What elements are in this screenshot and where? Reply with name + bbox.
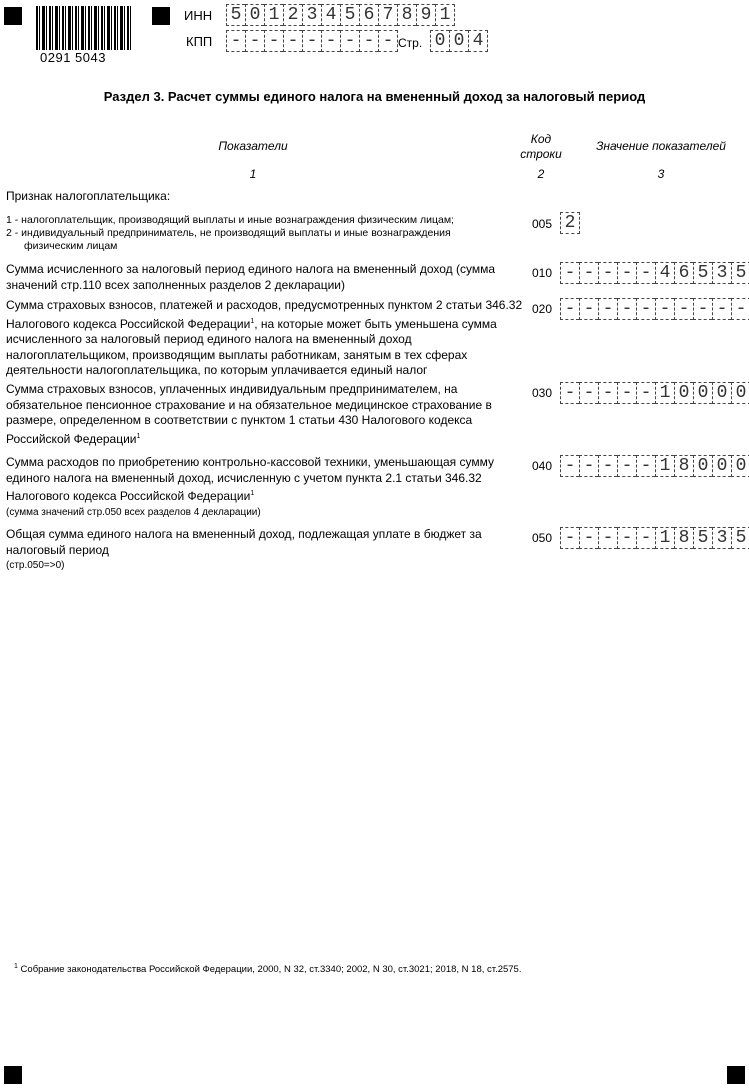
- col-num-3: 3: [657, 167, 665, 181]
- row-code-030: 030: [532, 386, 553, 400]
- row-040-cell: -: [579, 455, 598, 477]
- row-030-cell: 0: [674, 382, 693, 404]
- row-030-cell: -: [636, 382, 655, 404]
- col-code-header-line1: Код: [530, 132, 552, 146]
- row-040-line3: Налогового кодекса Российской Федерации$^1$: [6, 489, 255, 503]
- row-020-cell: -: [617, 298, 636, 320]
- inn-label: ИНН: [184, 8, 213, 23]
- inn-cell: 2: [283, 4, 302, 26]
- row-010-cell: -: [579, 262, 598, 284]
- section-title: Раздел 3. Расчет суммы единого налога на вмененный доход за налоговый период: [103, 89, 646, 104]
- row-020-cell: -: [598, 298, 617, 320]
- kpp-cell: -: [321, 30, 340, 52]
- row-code-050: 050: [532, 531, 553, 545]
- row-005-cell: 2: [560, 212, 580, 234]
- row-040-cell: 0: [693, 455, 712, 477]
- page-cell: 0: [449, 30, 468, 52]
- row-010-line1: Сумма исчисленного за налоговый период единого налога на вмененный доход (сумма: [6, 262, 495, 276]
- inn-cell: 8: [397, 4, 416, 26]
- inn-cell: 6: [359, 4, 378, 26]
- row-030-cell: -: [560, 382, 579, 404]
- kpp-cell: -: [245, 30, 264, 52]
- row-050-line1: Общая сумма единого налога на вмененный доход, подлежащая уплате в бюджет за: [6, 527, 482, 541]
- inn-cell: 4: [321, 4, 340, 26]
- corner-marker-top-right: [152, 7, 170, 25]
- kpp-cell: -: [226, 30, 245, 52]
- inn-cell: 9: [416, 4, 435, 26]
- inn-cell: 0: [245, 4, 264, 26]
- footnote: $^1$ Собрание законодательства Российской Федерации, 2000, N 32, ст.3340; 2002, N 30, ст.3021; 2018, N 18, ст.2575.: [14, 963, 522, 976]
- kpp-cell: -: [302, 30, 321, 52]
- row-code-010: 010: [532, 266, 553, 280]
- page-cell: 4: [468, 30, 488, 52]
- col-code-header-line2: строки: [520, 147, 562, 161]
- row-020-line2: Налогового кодекса Российской Федерации$^1$, на которые может быть уменьшена сумма: [6, 316, 497, 331]
- row-040-line4: (сумма значений стр.050 всех разделов 4 декларации): [6, 506, 261, 518]
- row-050-cells: [560, 527, 749, 549]
- row-050-cell: -: [636, 527, 655, 549]
- row-code-020: 020: [532, 302, 553, 316]
- row-030-cell: 0: [731, 382, 749, 404]
- row-020-cell: -: [579, 298, 598, 320]
- row-050-cell: -: [579, 527, 598, 549]
- col-indicators-header: Показатели: [218, 139, 288, 153]
- row-040-line1: Сумма расходов по приобретению контрольно-кассовой техники, уменьшающая сумму: [6, 455, 494, 469]
- row-010-cell: 3: [712, 262, 731, 284]
- row-040-line2: единого налога на вмененный доход, исчисленную с учетом пункта 2.1 статьи 346.32: [6, 470, 482, 485]
- row-040-text: [6, 455, 494, 520]
- row-020-text: [6, 298, 522, 379]
- row-040-cell: 8: [674, 455, 693, 477]
- row-040-cell: -: [617, 455, 636, 477]
- kpp-cell: -: [264, 30, 283, 52]
- sign-option-2-cont: физическим лицам: [24, 240, 118, 252]
- row-030-line3: размере, определенном в соответствии с пунктом 1 статьи 430 Налогового кодекса: [6, 413, 473, 427]
- row-010-cells: [560, 262, 749, 284]
- row-010-line2: значений стр.110 всех заполненных разделов 2 декларации): [6, 277, 345, 292]
- row-050-line2: налоговый период: [6, 542, 109, 557]
- row-040-cell: -: [598, 455, 617, 477]
- inn-cell: 1: [435, 4, 455, 26]
- row-050-text: [6, 527, 482, 574]
- inn-cells: [226, 4, 455, 26]
- row-030-cell: 1: [655, 382, 674, 404]
- row-030-line2: обязательное пенсионное страхование и на обязательное медицинское страхование в: [6, 397, 492, 412]
- row-050-cell: -: [598, 527, 617, 549]
- row-code-005: 005: [532, 217, 553, 231]
- page-label: Стр.: [398, 36, 423, 50]
- inn-cell: 1: [264, 4, 283, 26]
- row-020-line3: исчисленного за налоговый период единого налога на вмененный доход: [6, 332, 412, 346]
- row-050-cell: 5: [731, 527, 749, 549]
- row-050-cell: 3: [712, 527, 731, 549]
- row-010-cell: -: [636, 262, 655, 284]
- row-030-cell: 0: [712, 382, 731, 404]
- row-010-cell: 4: [655, 262, 674, 284]
- col-num-2: 2: [537, 167, 545, 181]
- col-values-header: Значение показателей: [596, 139, 726, 153]
- row-010-cell: -: [617, 262, 636, 284]
- sign-title: Признак налогоплательщика:: [6, 189, 171, 203]
- row-010-text: [6, 262, 495, 293]
- inn-cell: 7: [378, 4, 397, 26]
- row-010-cell: -: [598, 262, 617, 284]
- kpp-cells: [226, 30, 398, 52]
- row-040-cell: 1: [655, 455, 674, 477]
- row-020-cell: -: [636, 298, 655, 320]
- row-050-line3: (стр.050=>0): [6, 560, 65, 571]
- row-050-cell: 5: [693, 527, 712, 549]
- row-040-cell: 0: [731, 455, 749, 477]
- kpp-cell: -: [378, 30, 398, 52]
- row-030-line1: Сумма страховых взносов, уплаченных индивидуальным предпринимателем, на: [6, 382, 458, 396]
- row-030-cell: 0: [693, 382, 712, 404]
- row-005-cells: [560, 212, 580, 234]
- page-cells: [430, 30, 488, 52]
- row-010-cell: 5: [731, 262, 749, 284]
- row-040-cell: -: [636, 455, 655, 477]
- kpp-cell: -: [283, 30, 302, 52]
- corner-marker-bottom-left: [4, 1066, 22, 1084]
- col-num-1: 1: [249, 167, 257, 181]
- sign-option-1: 1 - налогоплательщик, производящий выплаты и иные вознаграждения физическим лицам;: [6, 214, 454, 226]
- row-030-cell: -: [617, 382, 636, 404]
- inn-cell: 5: [226, 4, 245, 26]
- inn-cell: 5: [340, 4, 359, 26]
- row-010-cell: 6: [674, 262, 693, 284]
- row-050-cell: -: [560, 527, 579, 549]
- row-030-cells: [560, 382, 749, 404]
- kpp-cell: -: [340, 30, 359, 52]
- row-040-cell: 0: [712, 455, 731, 477]
- row-020-cell: -: [674, 298, 693, 320]
- corner-marker-bottom-right: [727, 1066, 745, 1084]
- row-040-cell: -: [560, 455, 579, 477]
- row-050-cell: 8: [674, 527, 693, 549]
- row-050-cell: 1: [655, 527, 674, 549]
- row-020-cell: -: [560, 298, 579, 320]
- inn-cell: 3: [302, 4, 321, 26]
- sign-option-2: 2 - индивидуальный предприниматель, не производящий выплаты и иные вознаграждения: [6, 227, 451, 239]
- page-cell: 0: [430, 30, 449, 52]
- row-030-line4: Российской Федерации$^1$: [6, 431, 141, 446]
- barcode: [36, 6, 132, 64]
- row-030-text: [6, 382, 492, 447]
- row-020-line5: деятельности налогоплательщика, по которым уплачивается единый налог: [6, 363, 428, 377]
- row-020-line1: Сумма страховых взносов, платежей и расходов, предусмотренных пунктом 2 статьи 346.32: [6, 298, 523, 312]
- row-030-cell: -: [579, 382, 598, 404]
- row-020-cell: -: [693, 298, 712, 320]
- row-050-cell: -: [617, 527, 636, 549]
- barcode-number: 0291 5043: [40, 50, 106, 65]
- row-020-cell: -: [731, 298, 749, 320]
- row-020-line4: налогоплательщиком, производящим выплаты работникам, занятым в тех сферах: [6, 347, 468, 362]
- kpp-label: КПП: [186, 34, 213, 49]
- row-040-cells: [560, 455, 749, 477]
- row-010-cell: 5: [693, 262, 712, 284]
- row-020-cell: -: [655, 298, 674, 320]
- row-020-cells: [560, 298, 749, 320]
- row-010-cell: -: [560, 262, 579, 284]
- row-020-cell: -: [712, 298, 731, 320]
- row-code-040: 040: [532, 459, 553, 473]
- kpp-cell: -: [359, 30, 378, 52]
- barcode-bars: [36, 6, 132, 50]
- corner-marker-top-left: [4, 7, 22, 25]
- row-030-cell: -: [598, 382, 617, 404]
